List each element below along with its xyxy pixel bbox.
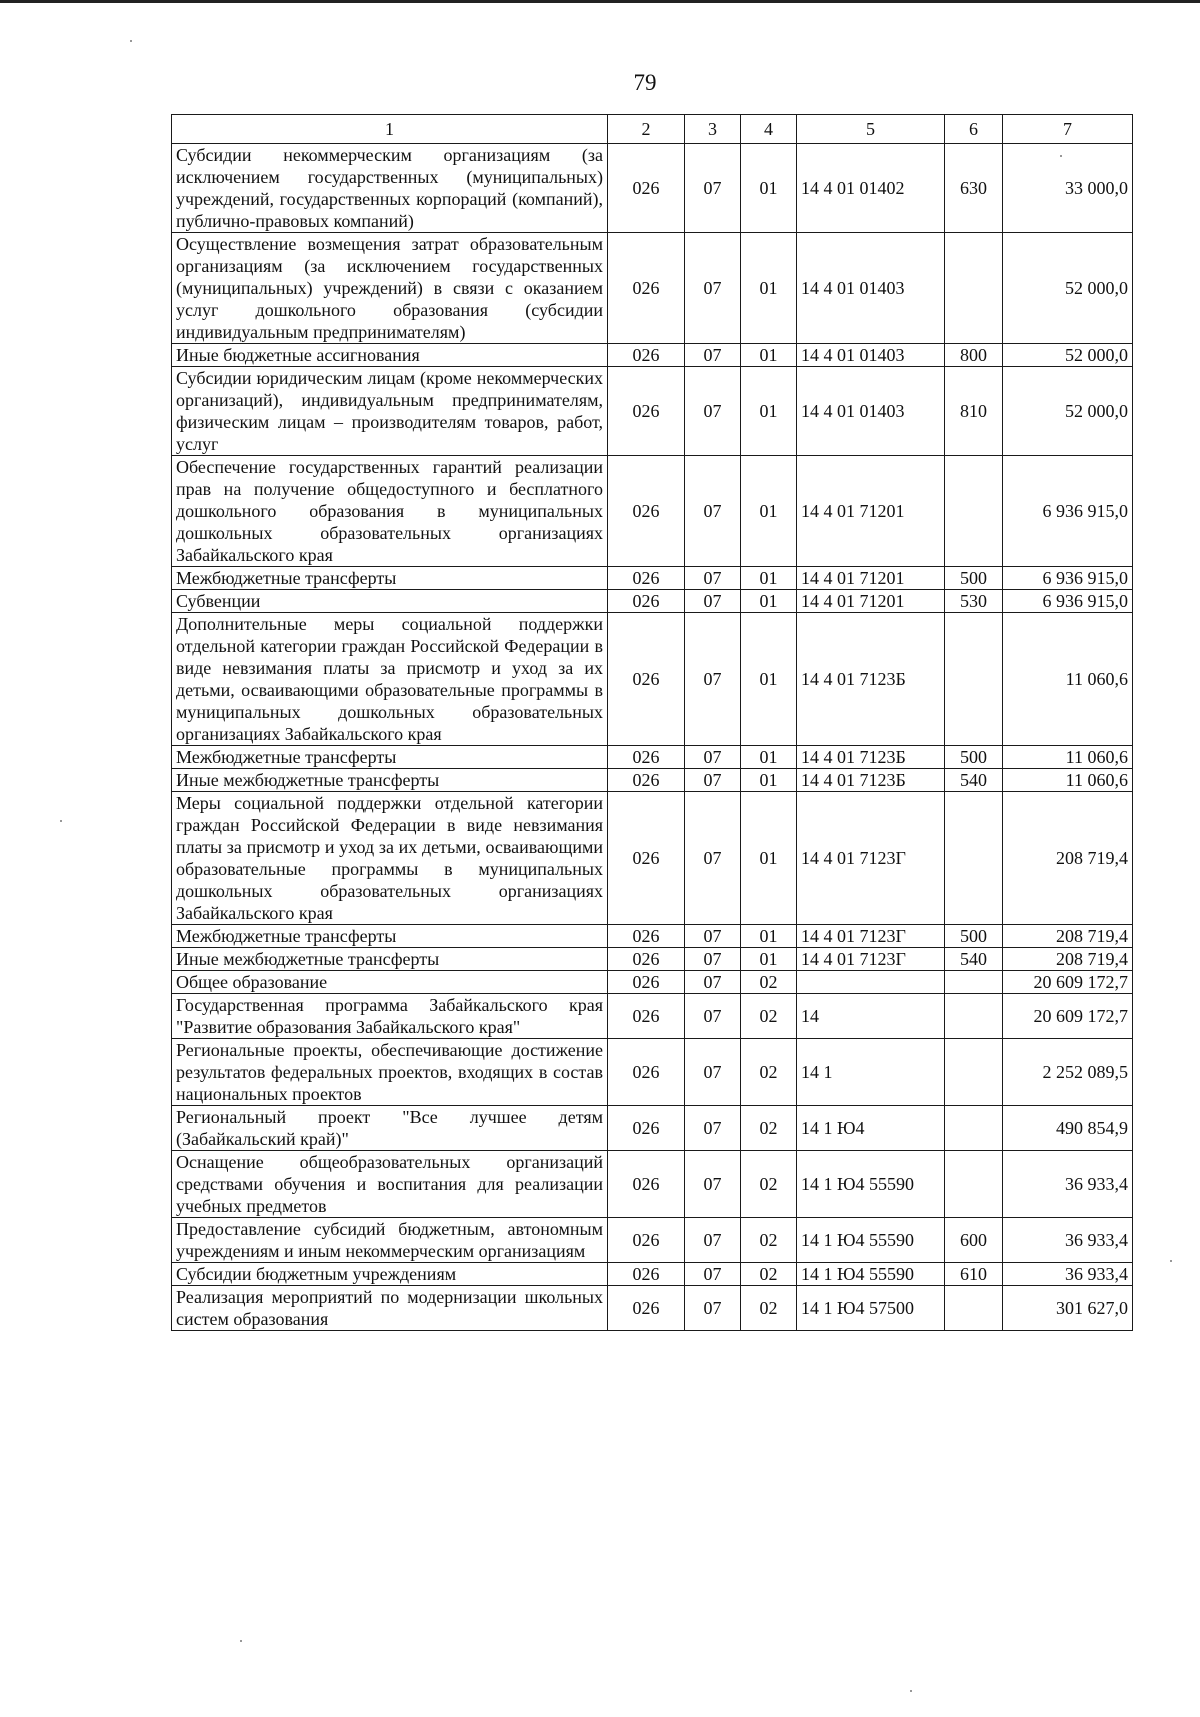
table-row — [172, 144, 1133, 233]
row-expense-type-cell — [945, 971, 1003, 994]
row-name-cell: Иные межбюджетные трансферты — [172, 948, 608, 971]
row-target-code-cell: 14 4 01 7123Г — [797, 925, 945, 948]
header-col-3: 3 — [685, 115, 741, 144]
row-grbs-cell: 026 — [608, 1151, 685, 1218]
row-target-code-cell: 14 4 01 7123Г — [797, 792, 945, 925]
row-subsection-cell: 02 — [741, 1263, 797, 1286]
row-section-cell: 07 — [685, 1263, 741, 1286]
row-subsection-cell: 02 — [741, 1039, 797, 1106]
row-subsection-cell: 01 — [741, 746, 797, 769]
row-name-cell: Обеспечение государственных гарантий реализации прав на получение общедоступного и бесплатного дошкольного образования в муниципальных дошкольных образовательных организациях Забайкальского края — [172, 456, 608, 567]
row-target-code-cell: 14 4 01 7123Б — [797, 613, 945, 746]
row-amount-cell: 11 060,6 — [1003, 613, 1133, 746]
header-col-4: 4 — [741, 115, 797, 144]
row-target-code-cell — [797, 971, 945, 994]
row-name-cell: Межбюджетные трансферты — [172, 567, 608, 590]
row-subsection-cell: 01 — [741, 567, 797, 590]
row-name-cell: Осуществление возмещения затрат образовательным организациям (за исключением государственных (муниципальных) учреждений) в связи с оказанием услуг дошкольного образования (субсидии индивидуальным предпринимателям) — [172, 233, 608, 344]
row-amount-cell: 301 627,0 — [1003, 1286, 1133, 1331]
row-amount-cell: 52 000,0 — [1003, 344, 1133, 367]
row-section-cell: 07 — [685, 367, 741, 456]
row-section-cell: 07 — [685, 769, 741, 792]
row-target-code-cell: 14 4 01 01402 — [797, 144, 945, 233]
row-section-cell: 07 — [685, 1286, 741, 1331]
row-section-cell: 07 — [685, 613, 741, 746]
row-name-cell: Дополнительные меры социальной поддержки отдельной категории граждан Российской Федерации в виде невзимания платы за присмотр и уход за их детьми, осваивающими образовательные программы в муниципальных дошкольных образовательных организациях Забайкальского края — [172, 613, 608, 746]
table-row — [172, 590, 1133, 613]
row-grbs-cell: 026 — [608, 769, 685, 792]
row-section-cell: 07 — [685, 1218, 741, 1263]
header-col-7: 7 — [1003, 115, 1133, 144]
row-grbs-cell: 026 — [608, 1286, 685, 1331]
row-grbs-cell: 026 — [608, 948, 685, 971]
budget-table — [171, 114, 1133, 1331]
row-subsection-cell: 02 — [741, 994, 797, 1039]
row-amount-cell: 490 854,9 — [1003, 1106, 1133, 1151]
row-name-cell: Межбюджетные трансферты — [172, 925, 608, 948]
row-name-cell: Субсидии бюджетным учреждениям — [172, 1263, 608, 1286]
row-expense-type-cell — [945, 994, 1003, 1039]
table-row — [172, 792, 1133, 925]
header-col-5: 5 — [797, 115, 945, 144]
row-subsection-cell: 01 — [741, 769, 797, 792]
table-row — [172, 1106, 1133, 1151]
row-target-code-cell: 14 1 Ю4 55590 — [797, 1218, 945, 1263]
scan-border-line — [0, 0, 1200, 3]
row-subsection-cell: 01 — [741, 590, 797, 613]
row-target-code-cell: 14 4 01 01403 — [797, 233, 945, 344]
row-target-code-cell: 14 4 01 7123Б — [797, 746, 945, 769]
row-grbs-cell: 026 — [608, 613, 685, 746]
row-expense-type-cell: 800 — [945, 344, 1003, 367]
row-target-code-cell: 14 — [797, 994, 945, 1039]
row-name-cell: Предоставление субсидий бюджетным, автономным учреждениям и иным некоммерческим организациям — [172, 1218, 608, 1263]
row-grbs-cell: 026 — [608, 971, 685, 994]
row-target-code-cell: 14 1 Ю4 55590 — [797, 1151, 945, 1218]
row-amount-cell: 2 252 089,5 — [1003, 1039, 1133, 1106]
row-expense-type-cell — [945, 792, 1003, 925]
table-row — [172, 233, 1133, 344]
table-row — [172, 1039, 1133, 1106]
row-grbs-cell: 026 — [608, 367, 685, 456]
row-amount-cell: 36 933,4 — [1003, 1151, 1133, 1218]
row-section-cell: 07 — [685, 344, 741, 367]
row-target-code-cell: 14 4 01 7123Г — [797, 948, 945, 971]
table-row — [172, 746, 1133, 769]
row-expense-type-cell — [945, 1039, 1003, 1106]
row-grbs-cell: 026 — [608, 344, 685, 367]
row-grbs-cell: 026 — [608, 792, 685, 925]
row-expense-type-cell: 540 — [945, 769, 1003, 792]
row-name-cell: Субсидии юридическим лицам (кроме некоммерческих организаций), индивидуальным предпринимателям, физическим лицам – производителям товаров, работ, услуг — [172, 367, 608, 456]
row-subsection-cell: 02 — [741, 971, 797, 994]
header-col-6: 6 — [945, 115, 1003, 144]
row-expense-type-cell — [945, 1286, 1003, 1331]
table-row — [172, 948, 1133, 971]
row-grbs-cell: 026 — [608, 456, 685, 567]
row-section-cell: 07 — [685, 456, 741, 567]
row-name-cell: Оснащение общеобразовательных организаций средствами обучения и воспитания для реализации учебных предметов — [172, 1151, 608, 1218]
row-target-code-cell: 14 1 Ю4 — [797, 1106, 945, 1151]
row-amount-cell: 208 719,4 — [1003, 925, 1133, 948]
row-expense-type-cell: 500 — [945, 746, 1003, 769]
row-grbs-cell: 026 — [608, 567, 685, 590]
row-expense-type-cell — [945, 1151, 1003, 1218]
row-expense-type-cell: 810 — [945, 367, 1003, 456]
row-target-code-cell: 14 4 01 71201 — [797, 456, 945, 567]
table-row — [172, 344, 1133, 367]
row-subsection-cell: 02 — [741, 1286, 797, 1331]
row-subsection-cell: 01 — [741, 925, 797, 948]
row-name-cell: Общее образование — [172, 971, 608, 994]
row-expense-type-cell: 540 — [945, 948, 1003, 971]
row-name-cell: Иные межбюджетные трансферты — [172, 769, 608, 792]
header-col-2: 2 — [608, 115, 685, 144]
row-section-cell: 07 — [685, 971, 741, 994]
row-grbs-cell: 026 — [608, 1218, 685, 1263]
row-amount-cell: 6 936 915,0 — [1003, 590, 1133, 613]
row-section-cell: 07 — [685, 792, 741, 925]
row-grbs-cell: 026 — [608, 1039, 685, 1106]
row-section-cell: 07 — [685, 233, 741, 344]
row-name-cell: Реализация мероприятий по модернизации школьных систем образования — [172, 1286, 608, 1331]
row-amount-cell: 20 609 172,7 — [1003, 971, 1133, 994]
row-name-cell: Государственная программа Забайкальского края "Развитие образования Забайкальского края" — [172, 994, 608, 1039]
row-section-cell: 07 — [685, 746, 741, 769]
row-subsection-cell: 01 — [741, 456, 797, 567]
scan-speck — [910, 1690, 912, 1692]
row-section-cell: 07 — [685, 925, 741, 948]
row-amount-cell: 6 936 915,0 — [1003, 456, 1133, 567]
scan-speck — [1060, 155, 1062, 157]
row-name-cell: Региональный проект "Все лучшее детям (Забайкальский край)" — [172, 1106, 608, 1151]
table-row — [172, 1151, 1133, 1218]
row-section-cell: 07 — [685, 1039, 741, 1106]
row-subsection-cell: 01 — [741, 613, 797, 746]
row-subsection-cell: 02 — [741, 1151, 797, 1218]
row-subsection-cell: 01 — [741, 144, 797, 233]
row-grbs-cell: 026 — [608, 994, 685, 1039]
row-section-cell: 07 — [685, 567, 741, 590]
row-subsection-cell: 01 — [741, 233, 797, 344]
row-subsection-cell: 01 — [741, 367, 797, 456]
row-target-code-cell: 14 4 01 71201 — [797, 590, 945, 613]
row-name-cell: Межбюджетные трансферты — [172, 746, 608, 769]
row-expense-type-cell: 530 — [945, 590, 1003, 613]
row-target-code-cell: 14 4 01 01403 — [797, 367, 945, 456]
row-target-code-cell: 14 4 01 71201 — [797, 567, 945, 590]
row-name-cell: Субвенции — [172, 590, 608, 613]
table-row — [172, 613, 1133, 746]
table-row — [172, 971, 1133, 994]
row-grbs-cell: 026 — [608, 144, 685, 233]
row-section-cell: 07 — [685, 1151, 741, 1218]
table-row — [172, 994, 1133, 1039]
scan-speck — [60, 820, 62, 822]
row-amount-cell: 20 609 172,7 — [1003, 994, 1133, 1039]
row-subsection-cell: 01 — [741, 948, 797, 971]
row-section-cell: 07 — [685, 590, 741, 613]
row-expense-type-cell: 630 — [945, 144, 1003, 233]
row-target-code-cell: 14 4 01 01403 — [797, 344, 945, 367]
row-grbs-cell: 026 — [608, 1263, 685, 1286]
row-expense-type-cell: 610 — [945, 1263, 1003, 1286]
row-amount-cell: 52 000,0 — [1003, 367, 1133, 456]
row-amount-cell: 6 936 915,0 — [1003, 567, 1133, 590]
row-expense-type-cell: 500 — [945, 567, 1003, 590]
row-amount-cell: 11 060,6 — [1003, 769, 1133, 792]
row-section-cell: 07 — [685, 948, 741, 971]
table-row — [172, 769, 1133, 792]
row-grbs-cell: 026 — [608, 746, 685, 769]
header-col-1: 1 — [172, 115, 608, 144]
row-amount-cell: 52 000,0 — [1003, 233, 1133, 344]
row-target-code-cell: 14 1 Ю4 57500 — [797, 1286, 945, 1331]
row-amount-cell: 11 060,6 — [1003, 746, 1133, 769]
table-row — [172, 1263, 1133, 1286]
row-amount-cell: 208 719,4 — [1003, 948, 1133, 971]
row-grbs-cell: 026 — [608, 590, 685, 613]
row-section-cell: 07 — [685, 144, 741, 233]
row-amount-cell: 36 933,4 — [1003, 1263, 1133, 1286]
row-subsection-cell: 02 — [741, 1106, 797, 1151]
row-name-cell: Региональные проекты, обеспечивающие достижение результатов федеральных проектов, входящих в состав национальных проектов — [172, 1039, 608, 1106]
row-section-cell: 07 — [685, 994, 741, 1039]
row-grbs-cell: 026 — [608, 925, 685, 948]
table-row — [172, 925, 1133, 948]
row-amount-cell: 36 933,4 — [1003, 1218, 1133, 1263]
row-subsection-cell: 02 — [741, 1218, 797, 1263]
row-name-cell: Иные бюджетные ассигнования — [172, 344, 608, 367]
row-name-cell: Меры социальной поддержки отдельной категории граждан Российской Федерации в виде невзимания платы за присмотр и уход за их детьми, осваивающими образовательные программы в муниципальных дошкольных образовательных организациях Забайкальского края — [172, 792, 608, 925]
row-expense-type-cell — [945, 1106, 1003, 1151]
row-target-code-cell: 14 4 01 7123Б — [797, 769, 945, 792]
row-expense-type-cell — [945, 456, 1003, 567]
row-expense-type-cell — [945, 613, 1003, 746]
table-row — [172, 456, 1133, 567]
row-name-cell: Субсидии некоммерческим организациям (за исключением государственных (муниципальных) учреждений, государственных корпораций (компаний), публично-правовых компаний) — [172, 144, 608, 233]
row-amount-cell: 208 719,4 — [1003, 792, 1133, 925]
scan-speck — [240, 1640, 242, 1642]
table-body — [172, 144, 1133, 1331]
row-grbs-cell: 026 — [608, 233, 685, 344]
table-row — [172, 1286, 1133, 1331]
row-grbs-cell: 026 — [608, 1106, 685, 1151]
row-target-code-cell: 14 1 Ю4 55590 — [797, 1263, 945, 1286]
table-row — [172, 1218, 1133, 1263]
table-header-row — [172, 115, 1133, 144]
row-section-cell: 07 — [685, 1106, 741, 1151]
table-row — [172, 567, 1133, 590]
table-row — [172, 367, 1133, 456]
page-number: 79 — [633, 70, 657, 95]
row-subsection-cell: 01 — [741, 792, 797, 925]
row-expense-type-cell: 600 — [945, 1218, 1003, 1263]
row-amount-cell: 33 000,0 — [1003, 144, 1133, 233]
row-expense-type-cell: 500 — [945, 925, 1003, 948]
scan-speck — [130, 40, 132, 42]
scan-speck — [1170, 1260, 1172, 1262]
row-expense-type-cell — [945, 233, 1003, 344]
row-subsection-cell: 01 — [741, 344, 797, 367]
row-target-code-cell: 14 1 — [797, 1039, 945, 1106]
